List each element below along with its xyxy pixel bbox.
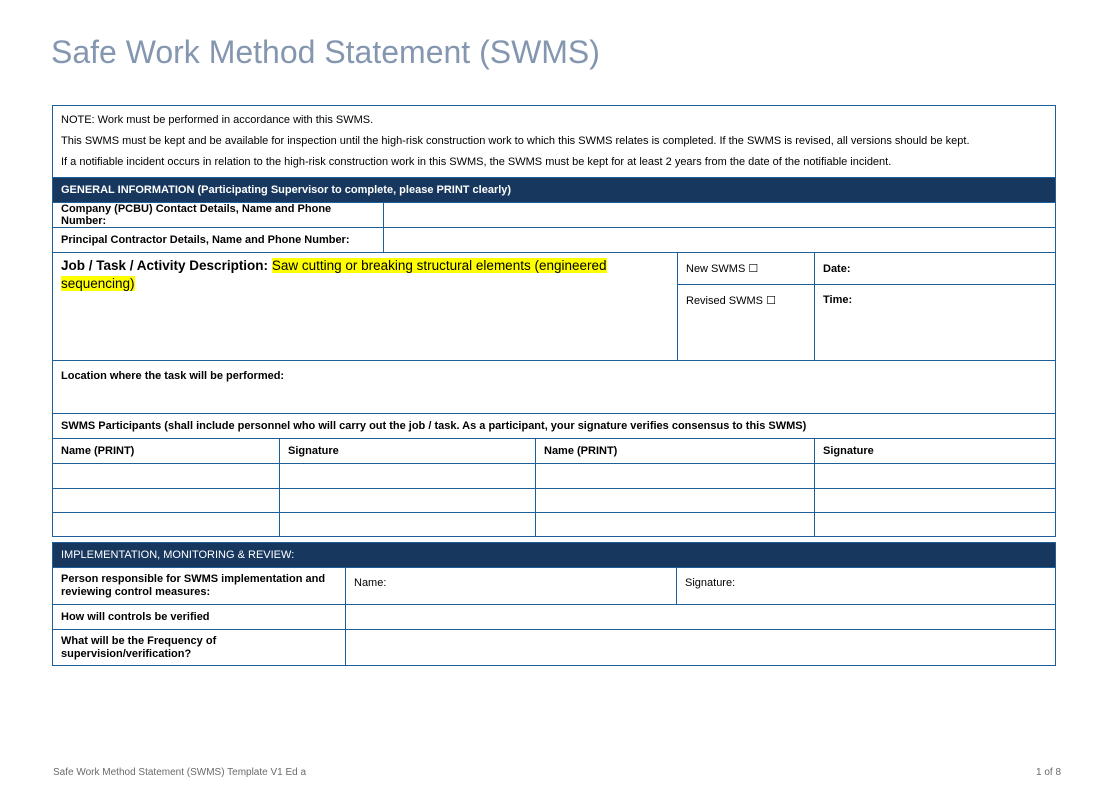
participant-signature-cell[interactable] xyxy=(815,464,1056,489)
company-details-label: Company (PCBU) Contact Details, Name and Phone Number: xyxy=(53,203,384,228)
job-description-label: Job / Task / Activity Description: xyxy=(61,258,269,273)
participants-col-signature-1: Signature xyxy=(280,439,536,464)
page-title: Safe Work Method Statement (SWMS) xyxy=(51,34,600,70)
participant-name-cell[interactable] xyxy=(536,464,815,489)
time-label: Time: xyxy=(815,285,1056,361)
new-swms-checkbox[interactable]: New SWMS ☐ xyxy=(678,253,815,285)
participant-name-cell[interactable] xyxy=(53,489,280,513)
person-responsible-label: Person responsible for SWMS implementation and reviewing control measures: xyxy=(53,568,346,605)
footer-page-number: 1 of 8 xyxy=(1036,767,1062,778)
location-label: Location where the task will be performed: xyxy=(53,361,1056,414)
participant-name-cell[interactable] xyxy=(536,489,815,513)
implementation-name-field[interactable]: Name: xyxy=(346,568,677,605)
participants-col-signature-2: Signature xyxy=(815,439,1056,464)
footer-document-name: Safe Work Method Statement (SWMS) Template V1 Ed a xyxy=(53,767,307,778)
participants-col-name-2: Name (PRINT) xyxy=(536,439,815,464)
participant-signature-cell[interactable] xyxy=(280,464,536,489)
note-line-2: This SWMS must be kept and be available for inspection until the high-risk construction work to which this SWMS relates is completed. If the SWMS is revised, all versions should be kept. xyxy=(61,135,970,147)
company-details-field[interactable] xyxy=(384,203,1056,228)
principal-contractor-field[interactable] xyxy=(384,228,1056,253)
general-information-header: GENERAL INFORMATION (Participating Supervisor to complete, please PRINT clearly) xyxy=(53,178,1056,203)
job-description-value: Saw cutting or breaking structural elements (engineered sequencing) xyxy=(61,258,607,291)
participants-header: SWMS Participants (shall include personnel who will carry out the job / task. As a participant, your signature verifies consensus to this SWMS) xyxy=(53,414,1056,439)
participant-signature-cell[interactable] xyxy=(280,489,536,513)
table-row xyxy=(53,489,1056,513)
notes-cell xyxy=(53,106,1056,178)
implementation-header: IMPLEMENTATION, MONITORING & REVIEW: xyxy=(53,543,1056,568)
implementation-signature-field[interactable]: Signature: xyxy=(677,568,1056,605)
implementation-table xyxy=(52,542,1056,666)
participant-signature-cell[interactable] xyxy=(815,489,1056,513)
date-label: Date: xyxy=(815,253,1056,285)
participant-signature-cell[interactable] xyxy=(815,513,1056,537)
participant-name-cell[interactable] xyxy=(53,464,280,489)
participant-signature-cell[interactable] xyxy=(280,513,536,537)
frequency-field[interactable] xyxy=(346,630,1056,666)
participants-col-name-1: Name (PRINT) xyxy=(53,439,280,464)
frequency-label: What will be the Frequency of supervision/verification? xyxy=(53,630,346,666)
principal-contractor-label: Principal Contractor Details, Name and Phone Number: xyxy=(53,228,384,253)
revised-swms-checkbox[interactable]: Revised SWMS ☐ xyxy=(678,285,815,361)
job-description-cell[interactable] xyxy=(53,253,678,361)
controls-verified-label: How will controls be verified xyxy=(53,605,346,630)
participant-name-cell[interactable] xyxy=(536,513,815,537)
general-information-table xyxy=(52,105,1056,537)
note-line-1: NOTE: Work must be performed in accordance with this SWMS. xyxy=(61,114,374,126)
controls-verified-field[interactable] xyxy=(346,605,1056,630)
table-row xyxy=(53,464,1056,489)
participant-name-cell[interactable] xyxy=(53,513,280,537)
note-line-3: If a notifiable incident occurs in relation to the high-risk construction work in this SWMS, the SWMS must be kept for at least 2 years from the date of the notifiable incident. xyxy=(61,156,892,168)
table-row xyxy=(53,513,1056,537)
